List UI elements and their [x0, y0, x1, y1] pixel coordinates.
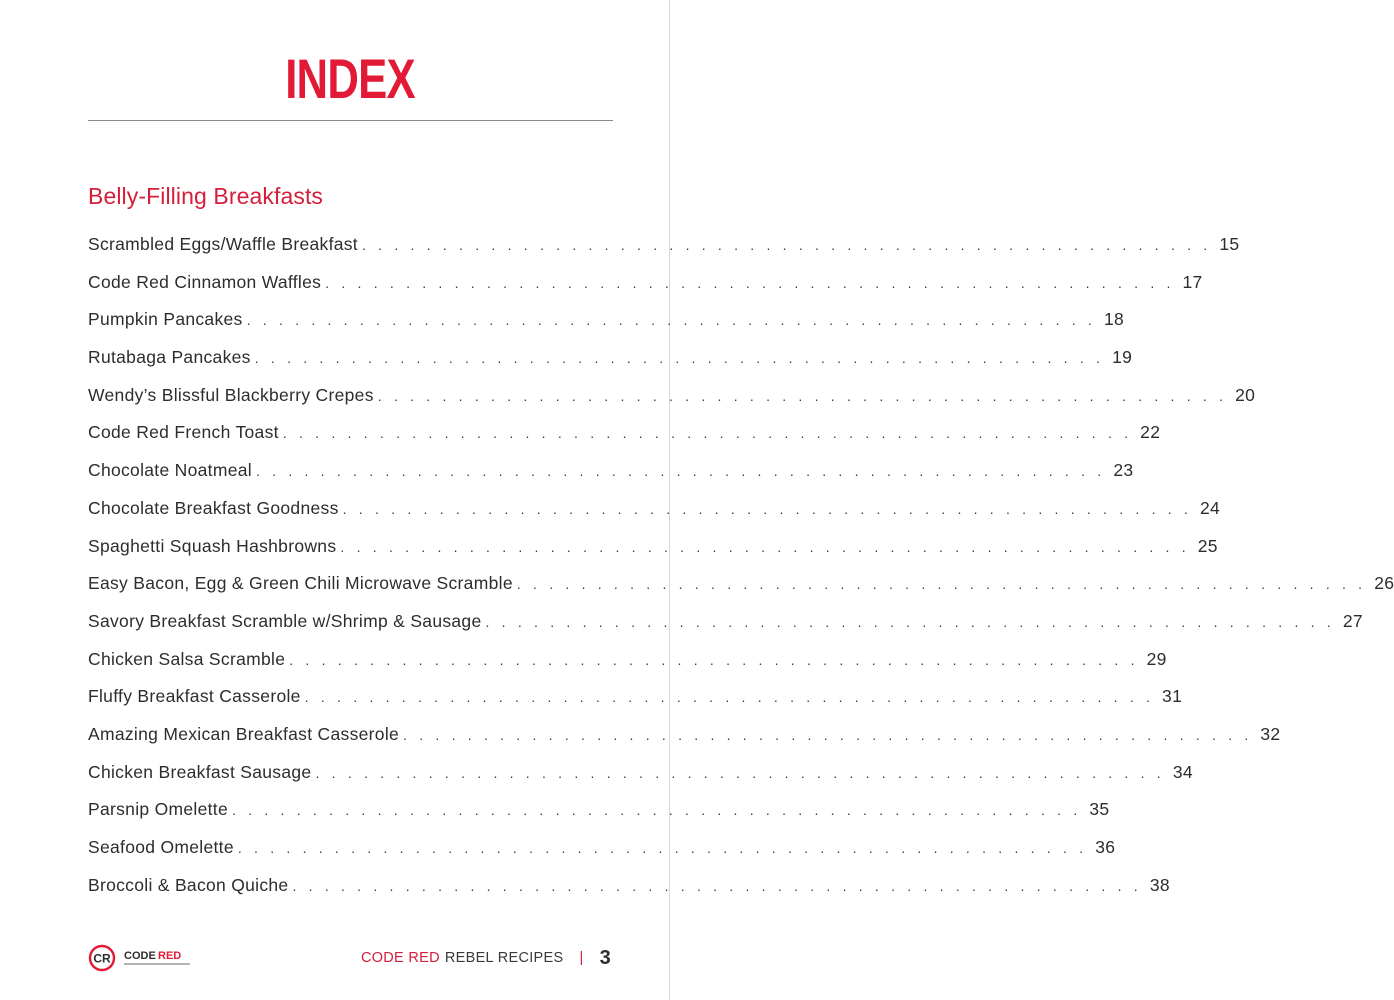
toc-entry [88, 264, 1203, 302]
toc-entry-page: 31 [1162, 686, 1183, 707]
toc-entry-page: 22 [1140, 422, 1161, 443]
toc-entry [88, 829, 1116, 867]
title-divider [88, 120, 613, 121]
logo-mark-text: CR [93, 951, 111, 966]
toc-dot-leader: . . . . . . . . . . . . . . . . . . . . . . . . . . . . . . . . . . . . . . . . . . . . . . . . . . . . . [342, 500, 1193, 517]
toc-list [88, 226, 1394, 904]
toc-entry-label: Code Red French Toast [88, 422, 279, 443]
toc-entry-page: 24 [1199, 497, 1221, 518]
toc-dot-leader: . . . . . . . . . . . . . . . . . . . . . . . . . . . . . . . . . . . . . . . . . . . . . . . . . . . . . [361, 237, 1212, 253]
toc-entry-label: Seafood Omelette [88, 837, 234, 857]
toc-entry [88, 641, 1167, 679]
toc-entry-label: Wendy’s Blissful Blackberry Crepes [88, 384, 374, 405]
toc-entry-label: Scrambled Eggs/Waffle Breakfast [88, 234, 358, 254]
toc-entry-label: Chicken Breakfast Sausage [88, 761, 312, 782]
toc-dot-leader: . . . . . . . . . . . . . . . . . . . . . . . . . . . . . . . . . . . . . . . . . . . . . . . . . . . . . [485, 613, 1335, 630]
toc-entry-page: 26 [1374, 573, 1394, 594]
toc-entry-label: Chocolate Noatmeal [88, 460, 252, 481]
toc-entry-label: Fluffy Breakfast Casserole [88, 686, 301, 707]
toc-dot-leader: . . . . . . . . . . . . . . . . . . . . . . . . . . . . . . . . . . . . . . . . . . . . . . . . . . . . . [315, 764, 1165, 781]
toc-entry-label: Broccoli & Bacon Quiche [88, 874, 289, 895]
footer-brand: CODE RED [360, 950, 440, 966]
toc-entry [88, 754, 1193, 792]
toc-dot-leader: . . . . . . . . . . . . . . . . . . . . . . . . . . . . . . . . . . . . . . . . . . . . . . . . . . . . . [237, 840, 1088, 856]
footer-running-title [361, 944, 611, 972]
toc-entry-page: 38 [1149, 874, 1170, 895]
toc-entry [88, 678, 1183, 716]
toc-entry-label: Rutabaga Pancakes [88, 347, 251, 368]
logo-wordmark-red: RED [158, 950, 182, 962]
toc-entry [88, 565, 1394, 603]
toc-entry [88, 490, 1221, 528]
toc-entry-label: Easy Bacon, Egg & Green Chili Microwave Scramble [88, 573, 513, 594]
toc-dot-leader: . . . . . . . . . . . . . . . . . . . . . . . . . . . . . . . . . . . . . . . . . . . . . . . . . . . . . [255, 463, 1106, 480]
toc-entry [88, 452, 1134, 490]
toc-dot-leader: . . . . . . . . . . . . . . . . . . . . . . . . . . . . . . . . . . . . . . . . . . . . . . . . . . . . . [282, 425, 1133, 442]
toc-entry-page: 35 [1089, 799, 1110, 820]
toc-entry [88, 377, 1256, 415]
section-heading: Belly-Filling Breakfasts [88, 183, 324, 209]
footer-separator: | [579, 950, 584, 966]
toc-entry [88, 226, 1240, 264]
toc-entry [88, 867, 1170, 905]
toc-entry [88, 414, 1161, 452]
toc-entry-page: 18 [1103, 309, 1125, 330]
page-number: 3 [599, 946, 611, 969]
toc-entry [88, 791, 1110, 829]
toc-dot-leader: . . . . . . . . . . . . . . . . . . . . . . . . . . . . . . . . . . . . . . . . . . . . . . . . . . . . . [325, 274, 1175, 291]
toc-entry-page: 17 [1182, 271, 1203, 292]
toc-entry-page: 23 [1113, 460, 1134, 481]
toc-entry [88, 339, 1133, 377]
toc-dot-leader: . . . . . . . . . . . . . . . . . . . . . . . . . . . . . . . . . . . . . . . . . . . . . . . . . . . . . [403, 726, 1253, 743]
toc-entry-label: Pumpkin Pancakes [88, 309, 243, 330]
toc-entry-page: 20 [1235, 384, 1256, 405]
toc-entry-label: Chicken Salsa Scramble [88, 648, 286, 669]
toc-entry-label: Parsnip Omelette [88, 799, 228, 820]
toc-dot-leader: . . . . . . . . . . . . . . . . . . . . . . . . . . . . . . . . . . . . . . . . . . . . . . . . . . . . . [246, 312, 1097, 329]
toc-dot-leader: . . . . . . . . . . . . . . . . . . . . . . . . . . . . . . . . . . . . . . . . . . . . . . . . . . . . . [304, 689, 1155, 706]
page-title: INDEX [285, 47, 415, 110]
toc-entry-page: 19 [1112, 347, 1133, 368]
toc-dot-leader: . . . . . . . . . . . . . . . . . . . . . . . . . . . . . . . . . . . . . . . . . . . . . . . . . . . . . [289, 651, 1139, 668]
toc-entry [88, 716, 1281, 754]
toc-entry-label: Spaghetti Squash Hashbrowns [88, 535, 337, 556]
toc-entry [88, 301, 1125, 339]
code-red-logo [88, 944, 198, 972]
toc-entry-page: 15 [1219, 234, 1240, 254]
toc-entry-page: 34 [1172, 761, 1193, 782]
toc-entry-label: Chocolate Breakfast Goodness [88, 497, 339, 518]
toc-entry [88, 603, 1363, 641]
footer-book-title: REBEL RECIPES [444, 950, 564, 966]
toc-entry-page: 36 [1095, 837, 1116, 857]
toc-dot-leader: . . . . . . . . . . . . . . . . . . . . . . . . . . . . . . . . . . . . . . . . . . . . . . . . . . . . . [340, 538, 1190, 555]
toc-dot-leader: . . . . . . . . . . . . . . . . . . . . . . . . . . . . . . . . . . . . . . . . . . . . . . . . . . . . . [516, 576, 1367, 593]
toc-entry-page: 25 [1197, 535, 1218, 556]
toc-entry-page: 27 [1342, 610, 1363, 631]
toc-entry-label: Savory Breakfast Scramble w/Shrimp & Sausage [88, 610, 482, 631]
toc-dot-leader: . . . . . . . . . . . . . . . . . . . . . . . . . . . . . . . . . . . . . . . . . . . . . . . . . . . . . [377, 387, 1228, 404]
toc-entry [88, 528, 1218, 566]
toc-entry-label: Amazing Mexican Breakfast Casserole [88, 723, 400, 744]
toc-dot-leader: . . . . . . . . . . . . . . . . . . . . . . . . . . . . . . . . . . . . . . . . . . . . . . . . . . . . . [232, 802, 1082, 819]
logo-wordmark: CODE [124, 950, 156, 962]
toc-entry-page: 32 [1260, 723, 1281, 744]
toc-dot-leader: . . . . . . . . . . . . . . . . . . . . . . . . . . . . . . . . . . . . . . . . . . . . . . . . . . . . . [254, 350, 1105, 367]
toc-dot-leader: . . . . . . . . . . . . . . . . . . . . . . . . . . . . . . . . . . . . . . . . . . . . . . . . . . . . . [292, 877, 1142, 894]
toc-entry-label: Code Red Cinnamon Waffles [88, 271, 322, 292]
toc-entry-page: 29 [1146, 648, 1167, 669]
